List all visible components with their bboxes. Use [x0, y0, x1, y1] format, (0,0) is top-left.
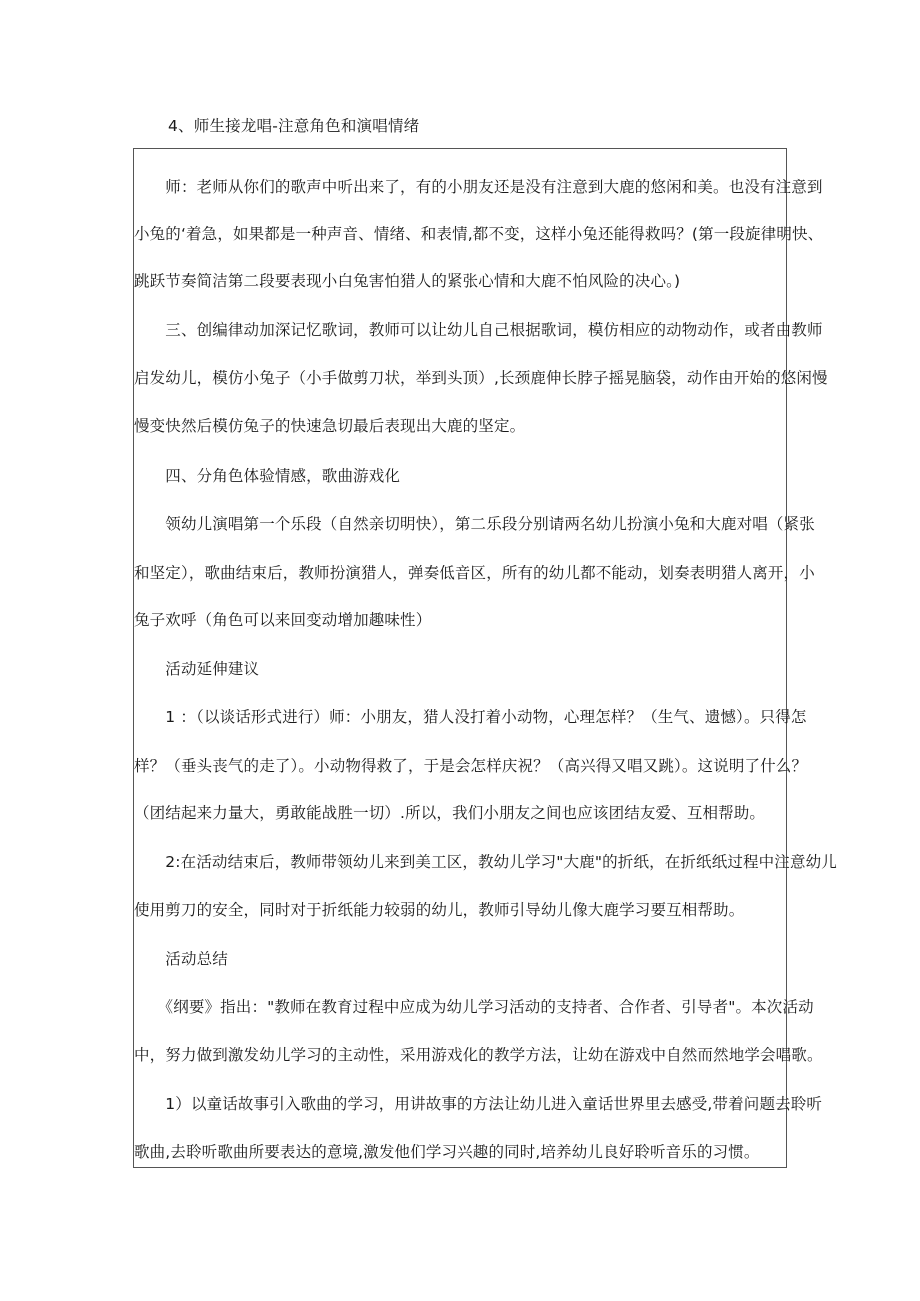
text-line: 《纲要》指出："教师在教育过程中应成为幼儿学习活动的支持者、合作者、引导者"。本次活动 — [134, 998, 814, 1016]
text-line: 1 ：（以谈话形式进行）师：小朋友，猎人没打着小动物，心理怎样？（生气、遗憾）。只得怎 — [134, 708, 807, 726]
text-line: 1）以童话故事引入歌曲的学习，用讲故事的方法让幼儿进入童话世界里去感受,带着问题去聆听 — [134, 1095, 823, 1113]
text-line: 领幼儿演唱第一个乐段（自然亲切明快），第二乐段分别请两名幼儿扮演小兔和大鹿对唱（紧张 — [134, 515, 815, 533]
text-line: 歌曲,去聆听歌曲所要表达的意境,激发他们学习兴趣的同时,培养幼儿良好聆听音乐的习惯。 — [134, 1143, 760, 1161]
text-line: 三、创编律动加深记忆歌词，教师可以让幼儿自己根据歌词，模仿相应的动物动作，或者由教师 — [134, 321, 823, 339]
text-line: 兔子欢呼（角色可以来回变动增加趣味性） — [134, 611, 432, 629]
subsection-heading: 四、分角色体验情感，歌曲游戏化 — [134, 467, 401, 485]
section-heading: 4、师生接龙唱-注意角色和演唱情绪 — [168, 117, 420, 135]
text-line: 师：老师从你们的歌声中听出来了，有的小朋友还是没有注意到大鹿的悠闲和美。也没有注意到 — [134, 178, 823, 196]
text-line: （团结起来力量大，勇敢能战胜一切）.所以，我们小朋友之间也应该团结友爱、互相帮助。 — [134, 804, 766, 822]
text-line: 跳跃节奏简洁第二段要表现小白兔害怕猎人的紧张心情和大鹿不怕风险的决心。) — [134, 272, 681, 290]
text-line: 2:在活动结束后，教师带领幼儿来到美工区，教幼儿学习"大鹿"的折纸，在折纸纸过程中注意幼儿 — [134, 853, 837, 871]
text-line: 和坚定），歌曲结束后，教师扮演猎人，弹奏低音区，所有的幼儿都不能动，划奏表明猎人离开，小 — [134, 564, 815, 582]
text-line: 使用剪刀的安全，同时对于折纸能力较弱的幼儿，教师引导幼儿像大鹿学习要互相帮助。 — [134, 901, 745, 919]
text-line: 小兔的‘着急，如果都是一种声音、情绪、和表情,都不变，这样小兔还能得救吗？(第一段旋律明快、 — [134, 225, 824, 243]
subsection-heading: 活动总结 — [134, 950, 228, 968]
subsection-heading: 活动延伸建议 — [134, 660, 260, 678]
text-line: 启发幼儿，模仿小兔子（小手做剪刀状，举到头顶）,长颈鹿伸长脖子摇晃脑袋，动作由开始的悠闲慢 — [134, 369, 828, 387]
text-line: 中，努力做到激发幼儿学习的主动性，采用游戏化的教学方法，让幼在游戏中自然而然地学会唱歌。 — [134, 1046, 823, 1064]
text-line: 慢变快然后模仿兔子的快速急切最后表现出大鹿的坚定。 — [134, 417, 526, 435]
text-line: 样？（垂头丧气的走了）。小动物得救了，于是会怎样庆祝？（高兴得又唱又跳）。这说明了什么？ — [134, 757, 808, 775]
